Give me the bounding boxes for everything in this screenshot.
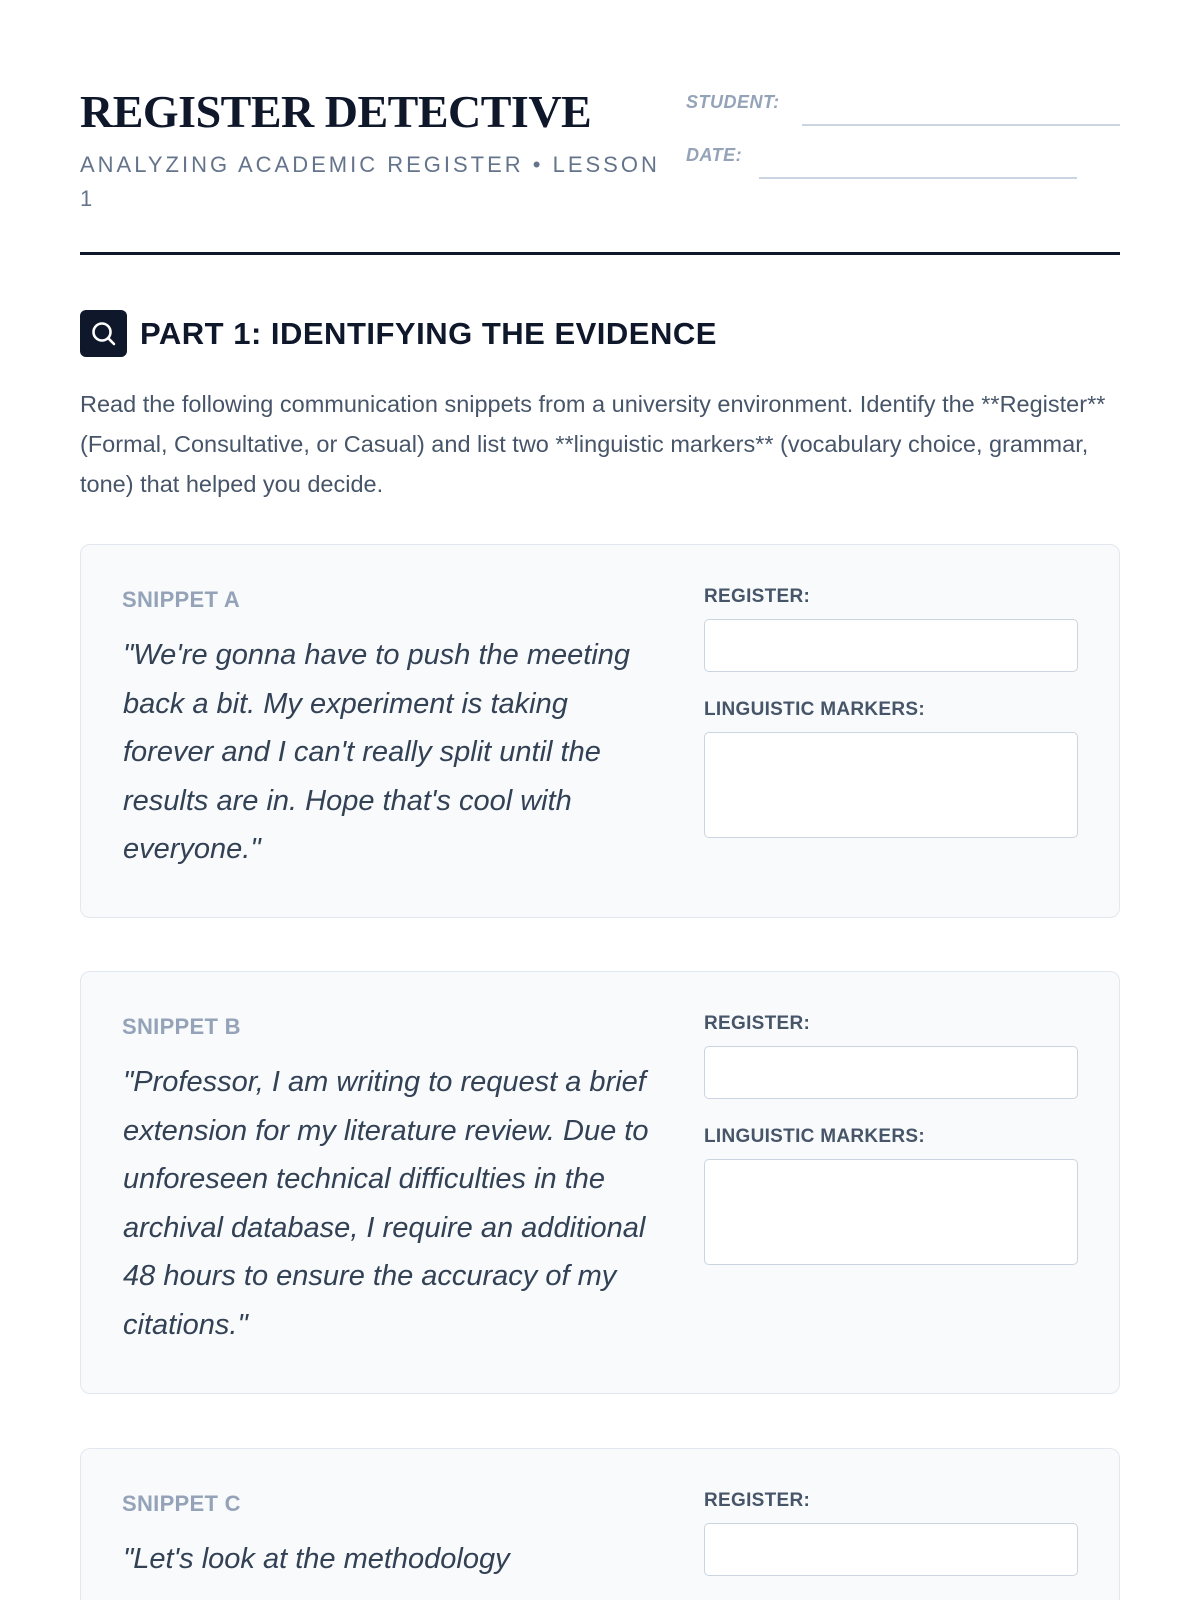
snippet-card bbox=[80, 1448, 1120, 1600]
snippet-card bbox=[80, 971, 1120, 1394]
snippet-quote: "We're gonna have to push the meeting back a bit. My experiment is taking forever and I can't really split until the results are in. Hope that's cool with everyone." bbox=[123, 639, 631, 865]
worksheet-page bbox=[80, 0, 1120, 1600]
markers-label: LINGUISTIC MARKERS: bbox=[704, 1126, 926, 1147]
snippet-card bbox=[80, 544, 1120, 918]
register-input[interactable] bbox=[704, 1046, 1078, 1099]
register-input[interactable] bbox=[704, 1523, 1078, 1576]
section-title: PART 1: IDENTIFYING THE EVIDENCE bbox=[140, 316, 717, 351]
instructions-text: Read the following communication snippets from a university environment. Identify the **Register** (Formal, Consultative, or Casual) and list two **linguistic markers** (vocabulary choice, grammar, tone) that helped you decide. bbox=[80, 391, 1106, 497]
markers-input[interactable] bbox=[704, 732, 1078, 838]
snippet-label: SNIPPET B bbox=[122, 1014, 241, 1039]
student-name-line[interactable] bbox=[802, 124, 1120, 126]
snippet-label: SNIPPET A bbox=[122, 587, 241, 612]
page-subtitle: ANALYZING ACADEMIC REGISTER • LESSON 1 bbox=[80, 152, 660, 211]
register-label: REGISTER: bbox=[704, 586, 811, 607]
header-divider bbox=[80, 252, 1120, 255]
student-label: STUDENT: bbox=[686, 92, 780, 112]
snippet-quote: "Professor, I am writing to request a brief extension for my literature review. Due to unforeseen technical difficulties in the archival database, I require an additional 48 hours to ensure the accuracy of my citations." bbox=[123, 1066, 649, 1341]
page-title: REGISTER DETECTIVE bbox=[80, 86, 592, 137]
snippet-quote: "Let's look at the methodology bbox=[123, 1543, 510, 1575]
date-line[interactable] bbox=[759, 177, 1077, 179]
register-label: REGISTER: bbox=[704, 1013, 811, 1034]
markers-label: LINGUISTIC MARKERS: bbox=[704, 699, 926, 720]
worksheet-header bbox=[80, 82, 1120, 258]
register-label: REGISTER: bbox=[704, 1490, 811, 1511]
date-field bbox=[686, 141, 1120, 181]
search-icon bbox=[80, 310, 127, 357]
markers-input[interactable] bbox=[704, 1159, 1078, 1265]
register-input[interactable] bbox=[704, 619, 1078, 672]
section-heading bbox=[80, 310, 1120, 358]
student-field bbox=[686, 88, 1120, 128]
date-label: DATE: bbox=[686, 145, 743, 165]
snippet-label: SNIPPET C bbox=[122, 1491, 241, 1516]
